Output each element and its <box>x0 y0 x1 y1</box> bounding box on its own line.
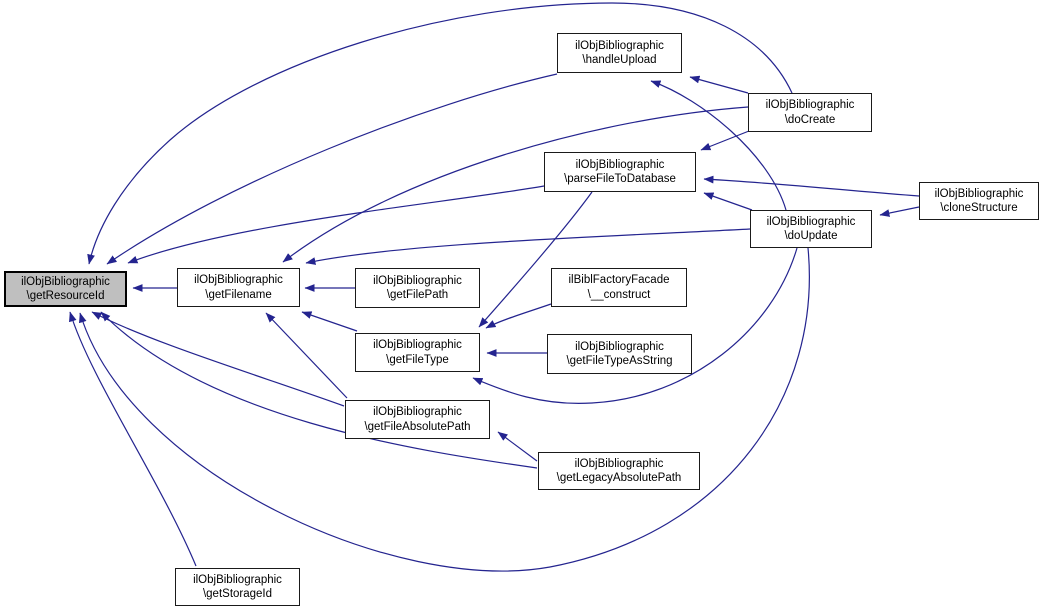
node-class-label: ilObjBibliographic <box>934 187 1024 200</box>
node-class-label: ilObjBibliographic <box>575 158 665 171</box>
node-class-label: ilObjBibliographic <box>21 275 110 288</box>
node-method-label: \getLegacyAbsolutePath <box>556 472 682 484</box>
node-getResourceId <box>4 271 127 307</box>
node-method-label: \__construct <box>587 288 651 301</box>
node-method-label: \cloneStructure <box>940 202 1018 214</box>
node-method-label: \getStorageId <box>202 588 273 600</box>
node-class-label: ilObjBibliographic <box>765 99 855 111</box>
edge-doUpdate-getFilename <box>306 229 750 263</box>
node-parseFileToDatabase[interactable] <box>544 152 696 192</box>
node-handleUpload[interactable] <box>557 33 682 73</box>
edge-handleUpload-getResourceId <box>107 74 557 264</box>
edge-cloneStructure-parseFileToDatabase <box>704 179 919 196</box>
node-method-label: \parseFileToDatabase <box>564 173 676 185</box>
node-method-label: \getFilePath <box>386 289 449 301</box>
node-construct[interactable] <box>551 268 687 307</box>
edge-getStorageId-getResourceId <box>70 312 196 566</box>
node-cloneStructure[interactable] <box>919 182 1039 220</box>
node-class-label: ilObjBibliographic <box>194 274 283 286</box>
node-class-label: ilObjBibliographic <box>373 339 462 351</box>
node-class-label: ilObjBibliographic <box>373 406 462 418</box>
edge-doCreate-getResourceId <box>89 3 792 264</box>
node-getLegacyAbsolutePath[interactable] <box>538 452 700 490</box>
node-getFilePath[interactable] <box>355 268 480 308</box>
node-method-label: \getFileTypeAsString <box>566 355 673 367</box>
node-method-label: \getFilename <box>205 288 272 301</box>
node-method-label: \getResourceId <box>26 290 105 302</box>
node-class-label: ilBiblFactoryFacade <box>568 274 670 286</box>
edge-doUpdate-parseFileToDatabase <box>704 193 752 210</box>
edge-cloneStructure-doUpdate <box>880 207 919 215</box>
node-class-label: ilObjBibliographic <box>575 340 664 353</box>
node-getFileAbsolutePath[interactable] <box>345 400 490 439</box>
edge-getFileType-getFilename <box>302 312 357 331</box>
node-getFileType[interactable] <box>355 333 480 372</box>
edge-getFileAbsolutePath-getResourceId <box>92 312 344 406</box>
node-class-label: ilObjBibliographic <box>193 573 282 586</box>
edge-parseFileToDatabase-getResourceId <box>128 186 544 263</box>
node-method-label: \getFileType <box>386 353 449 366</box>
node-getFilename[interactable] <box>177 268 300 307</box>
node-class-label: ilObjBibliographic <box>575 39 664 52</box>
node-getStorageId[interactable] <box>175 568 300 606</box>
edge-doCreate-handleUpload <box>690 77 748 93</box>
node-method-label: \doCreate <box>784 113 836 126</box>
node-doUpdate[interactable] <box>750 210 872 248</box>
node-method-label: \doUpdate <box>784 230 838 242</box>
node-class-label: ilObjBibliographic <box>373 274 462 287</box>
node-getFileTypeAsString[interactable] <box>547 334 692 374</box>
node-method-label: \handleUpload <box>582 54 657 66</box>
node-class-label: ilObjBibliographic <box>766 215 856 228</box>
edge-getFileAbsolutePath-getFilename <box>266 313 347 398</box>
node-class-label: ilObjBibliographic <box>574 457 664 470</box>
node-doCreate[interactable] <box>748 93 872 132</box>
node-method-label: \getFileAbsolutePath <box>364 420 471 433</box>
edge-getLegacyAbsolutePath-getFileAbsolutePath <box>498 432 537 461</box>
